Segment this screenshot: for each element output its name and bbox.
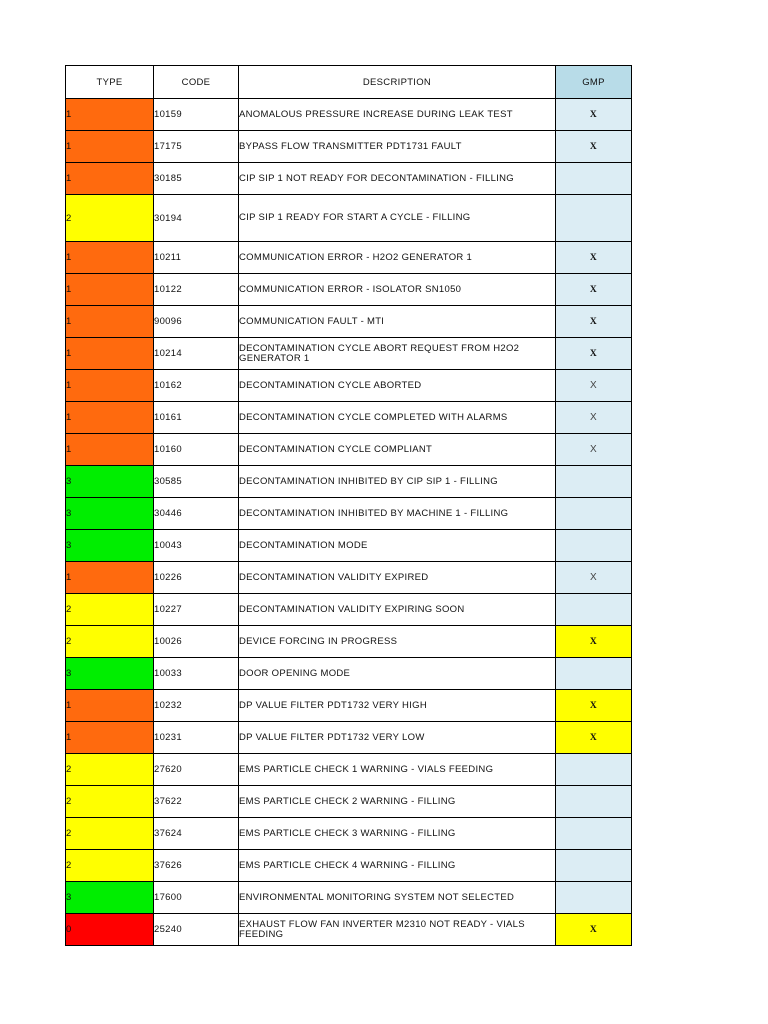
gmp-cell xyxy=(556,163,632,195)
table-row xyxy=(66,818,632,850)
code-cell: 10211 xyxy=(154,242,239,274)
code-cell: 10231 xyxy=(154,722,239,754)
code-cell: 10122 xyxy=(154,274,239,306)
code-cell: 30185 xyxy=(154,163,239,195)
type-cell: 1 xyxy=(66,338,154,370)
gmp-cell: X xyxy=(556,722,632,754)
description-cell: EMS PARTICLE CHECK 2 WARNING - FILLING xyxy=(239,786,556,818)
description-cell: EMS PARTICLE CHECK 1 WARNING - VIALS FEEDING xyxy=(239,754,556,786)
gmp-cell: X xyxy=(556,690,632,722)
description-cell: ANOMALOUS PRESSURE INCREASE DURING LEAK TEST xyxy=(239,99,556,131)
table-row xyxy=(66,99,632,131)
description-cell: DECONTAMINATION INHIBITED BY MACHINE 1 - FILLING xyxy=(239,498,556,530)
code-cell: 27620 xyxy=(154,754,239,786)
gmp-header: GMP xyxy=(556,66,632,99)
type-cell: 1 xyxy=(66,274,154,306)
table-row xyxy=(66,850,632,882)
code-cell: 10162 xyxy=(154,370,239,402)
gmp-cell xyxy=(556,754,632,786)
code-cell: 90096 xyxy=(154,306,239,338)
gmp-cell: X xyxy=(556,274,632,306)
gmp-cell xyxy=(556,850,632,882)
description-cell: CIP SIP 1 READY FOR START A CYCLE - FILLING xyxy=(239,195,556,242)
code-header: CODE xyxy=(154,66,239,99)
description-cell: ENVIRONMENTAL MONITORING SYSTEM NOT SELECTED xyxy=(239,882,556,914)
description-cell: DECONTAMINATION VALIDITY EXPIRING SOON xyxy=(239,594,556,626)
gmp-cell xyxy=(556,818,632,850)
gmp-cell: X xyxy=(556,131,632,163)
table-row xyxy=(66,195,632,242)
table-row xyxy=(66,786,632,818)
gmp-cell: X xyxy=(556,402,632,434)
gmp-cell: X xyxy=(556,306,632,338)
table-row xyxy=(66,402,632,434)
type-header: TYPE xyxy=(66,66,154,99)
description-cell: EXHAUST FLOW FAN INVERTER M2310 NOT READY - VIALS FEEDING xyxy=(239,914,556,946)
description-cell: CIP SIP 1 NOT READY FOR DECONTAMINATION - FILLING xyxy=(239,163,556,195)
code-cell: 37622 xyxy=(154,786,239,818)
type-cell: 1 xyxy=(66,690,154,722)
description-cell: EMS PARTICLE CHECK 4 WARNING - FILLING xyxy=(239,850,556,882)
code-cell: 30585 xyxy=(154,466,239,498)
table-row xyxy=(66,498,632,530)
description-cell: DOOR OPENING MODE xyxy=(239,658,556,690)
gmp-cell: X xyxy=(556,434,632,466)
description-cell: DECONTAMINATION CYCLE ABORT REQUEST FROM H2O2 GENERATOR 1 xyxy=(239,338,556,370)
type-cell: 1 xyxy=(66,562,154,594)
gmp-cell xyxy=(556,466,632,498)
table-row xyxy=(66,131,632,163)
code-cell: 37626 xyxy=(154,850,239,882)
code-cell: 25240 xyxy=(154,914,239,946)
table-row xyxy=(66,562,632,594)
code-cell: 10161 xyxy=(154,402,239,434)
code-cell: 10026 xyxy=(154,626,239,658)
table-row xyxy=(66,690,632,722)
code-cell: 10232 xyxy=(154,690,239,722)
code-cell: 37624 xyxy=(154,818,239,850)
gmp-cell: X xyxy=(556,626,632,658)
gmp-cell: X xyxy=(556,562,632,594)
table-row xyxy=(66,274,632,306)
table-row xyxy=(66,306,632,338)
type-cell: 1 xyxy=(66,242,154,274)
gmp-cell: X xyxy=(556,99,632,131)
gmp-cell xyxy=(556,882,632,914)
table-row xyxy=(66,722,632,754)
type-cell: 1 xyxy=(66,402,154,434)
type-cell: 1 xyxy=(66,370,154,402)
code-cell: 10159 xyxy=(154,99,239,131)
description-cell: BYPASS FLOW TRANSMITTER PDT1731 FAULT xyxy=(239,131,556,163)
code-cell: 10214 xyxy=(154,338,239,370)
table-row xyxy=(66,626,632,658)
table-row xyxy=(66,914,632,946)
code-cell: 10226 xyxy=(154,562,239,594)
type-cell: 2 xyxy=(66,754,154,786)
description-cell: COMMUNICATION ERROR - ISOLATOR SN1050 xyxy=(239,274,556,306)
type-cell: 1 xyxy=(66,99,154,131)
code-cell: 30194 xyxy=(154,195,239,242)
type-cell: 3 xyxy=(66,498,154,530)
gmp-cell xyxy=(556,530,632,562)
type-cell: 0 xyxy=(66,914,154,946)
description-cell: DP VALUE FILTER PDT1732 VERY HIGH xyxy=(239,690,556,722)
gmp-cell xyxy=(556,498,632,530)
code-cell: 10033 xyxy=(154,658,239,690)
gmp-cell xyxy=(556,594,632,626)
type-cell: 3 xyxy=(66,530,154,562)
alarm-table xyxy=(65,65,632,946)
type-cell: 3 xyxy=(66,466,154,498)
code-cell: 30446 xyxy=(154,498,239,530)
gmp-cell: X xyxy=(556,338,632,370)
table-row xyxy=(66,466,632,498)
type-cell: 2 xyxy=(66,594,154,626)
description-cell: DP VALUE FILTER PDT1732 VERY LOW xyxy=(239,722,556,754)
gmp-cell xyxy=(556,195,632,242)
table-row xyxy=(66,338,632,370)
gmp-cell: X xyxy=(556,242,632,274)
gmp-cell xyxy=(556,658,632,690)
table-row xyxy=(66,242,632,274)
type-cell: 1 xyxy=(66,434,154,466)
type-cell: 3 xyxy=(66,658,154,690)
table-row xyxy=(66,163,632,195)
description-cell: DEVICE FORCING IN PROGRESS xyxy=(239,626,556,658)
gmp-cell xyxy=(556,786,632,818)
table-row xyxy=(66,754,632,786)
header-row xyxy=(66,66,632,99)
type-cell: 2 xyxy=(66,786,154,818)
type-cell: 1 xyxy=(66,163,154,195)
type-cell: 2 xyxy=(66,626,154,658)
type-cell: 2 xyxy=(66,818,154,850)
code-cell: 17175 xyxy=(154,131,239,163)
gmp-cell: X xyxy=(556,914,632,946)
table-row xyxy=(66,658,632,690)
description-cell: COMMUNICATION ERROR - H2O2 GENERATOR 1 xyxy=(239,242,556,274)
code-cell: 10227 xyxy=(154,594,239,626)
table-body xyxy=(66,99,632,946)
description-cell: DECONTAMINATION INHIBITED BY CIP SIP 1 - FILLING xyxy=(239,466,556,498)
table-row xyxy=(66,594,632,626)
description-cell: DECONTAMINATION VALIDITY EXPIRED xyxy=(239,562,556,594)
type-cell: 1 xyxy=(66,306,154,338)
code-cell: 10160 xyxy=(154,434,239,466)
description-cell: DECONTAMINATION MODE xyxy=(239,530,556,562)
type-cell: 3 xyxy=(66,882,154,914)
type-cell: 1 xyxy=(66,722,154,754)
gmp-cell: X xyxy=(556,370,632,402)
type-cell: 1 xyxy=(66,131,154,163)
description-cell: DECONTAMINATION CYCLE ABORTED xyxy=(239,370,556,402)
description-header: DESCRIPTION xyxy=(239,66,556,99)
description-cell: DECONTAMINATION CYCLE COMPLIANT xyxy=(239,434,556,466)
table-row xyxy=(66,882,632,914)
description-cell: DECONTAMINATION CYCLE COMPLETED WITH ALARMS xyxy=(239,402,556,434)
table-row xyxy=(66,370,632,402)
type-cell: 2 xyxy=(66,195,154,242)
description-cell: COMMUNICATION FAULT - MTI xyxy=(239,306,556,338)
table-row xyxy=(66,530,632,562)
type-cell: 2 xyxy=(66,850,154,882)
description-cell: EMS PARTICLE CHECK 3 WARNING - FILLING xyxy=(239,818,556,850)
table-row xyxy=(66,434,632,466)
code-cell: 17600 xyxy=(154,882,239,914)
code-cell: 10043 xyxy=(154,530,239,562)
